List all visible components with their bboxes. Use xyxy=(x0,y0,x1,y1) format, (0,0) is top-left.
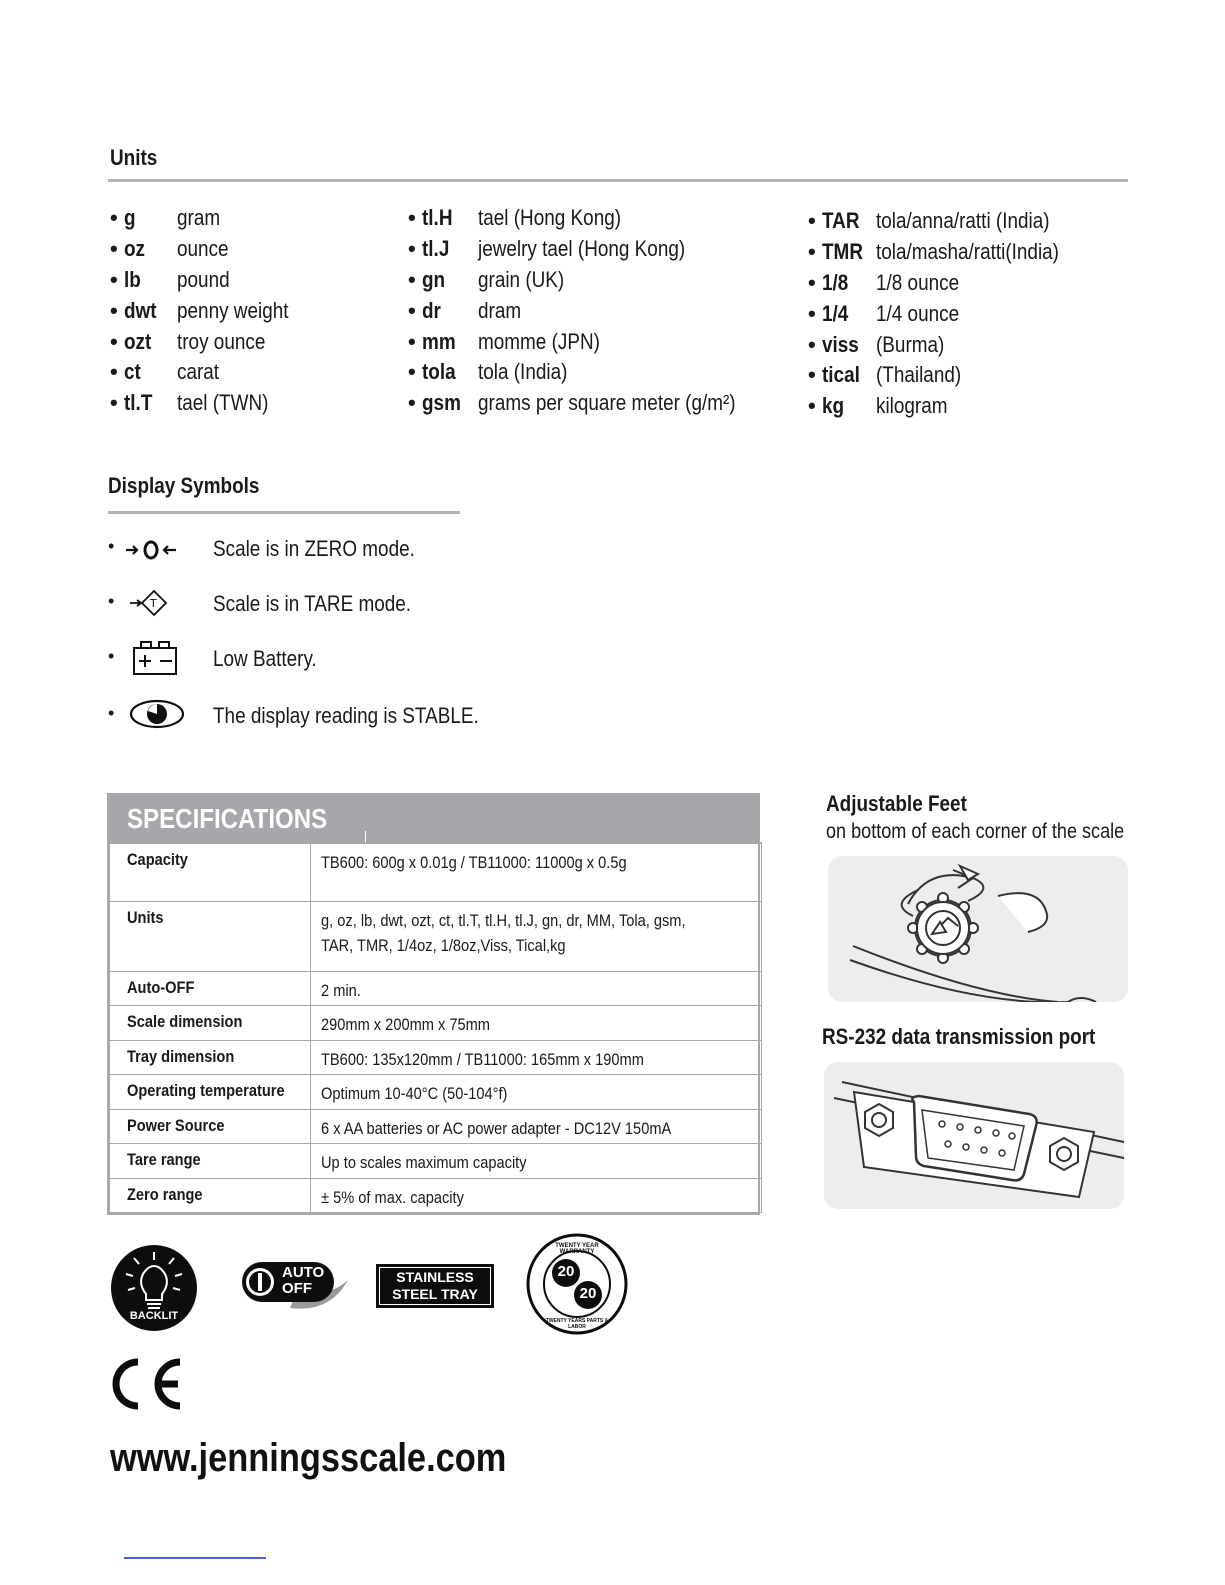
unit-item xyxy=(808,299,960,329)
table-row xyxy=(110,1178,762,1212)
unit-description: grain (UK) xyxy=(478,267,565,292)
unit-item xyxy=(408,296,522,326)
bullet: • xyxy=(808,332,822,357)
adjustable-feet-illustration xyxy=(828,856,1128,1002)
units-divider xyxy=(108,179,1128,182)
spec-value: TB600: 135x120mm / TB11000: 165mm x 190mm xyxy=(311,1040,762,1074)
spec-value: 6 x AA batteries or AC power adapter - DC12V 150mA xyxy=(311,1109,762,1143)
specifications-table xyxy=(107,793,760,1215)
unit-description: penny weight xyxy=(177,298,289,323)
auto-off-badge xyxy=(240,1258,352,1318)
symbol-text: Scale is in TARE mode. xyxy=(213,591,412,616)
unit-abbreviation: gn xyxy=(421,267,445,292)
unit-item xyxy=(808,237,1059,267)
bullet: • xyxy=(110,205,124,230)
bullet: • xyxy=(408,267,422,292)
backlit-label: BACKLIT xyxy=(129,1310,179,1322)
unit-abbreviation: oz xyxy=(123,236,145,261)
unit-abbreviation: ct xyxy=(123,359,141,384)
unit-description: 1/4 ounce xyxy=(876,301,960,326)
units-title: Units xyxy=(110,145,158,170)
bullet: • xyxy=(108,591,115,611)
footer-link-underline xyxy=(124,1557,266,1559)
unit-description: tola/masha/ratti(India) xyxy=(876,239,1059,264)
website-url: www.jenningsscale.com xyxy=(110,1436,507,1480)
warranty-number-bottom: 20 xyxy=(579,1285,597,1302)
spec-label: Zero range xyxy=(110,1178,311,1212)
stainless-line1: STAINLESS xyxy=(396,1269,474,1285)
spec-label: Scale dimension xyxy=(110,1005,311,1040)
spec-value: TB600: 600g x 0.01g / TB11000: 11000g x 0.5g xyxy=(311,843,762,901)
warranty-seal xyxy=(526,1233,628,1335)
unit-item xyxy=(408,234,686,264)
unit-abbreviation: TAR xyxy=(821,208,860,233)
bullet: • xyxy=(808,301,822,326)
spec-value: 2 min. xyxy=(311,971,762,1005)
unit-abbreviation: tola xyxy=(421,359,456,384)
bullet: • xyxy=(408,359,422,384)
unit-item xyxy=(110,296,289,326)
bullet: • xyxy=(408,205,422,230)
display-symbols-title: Display Symbols xyxy=(108,473,260,498)
unit-description: tola (India) xyxy=(478,359,568,384)
unit-item xyxy=(408,388,736,418)
unit-item xyxy=(110,357,220,387)
spec-value: 290mm x 200mm x 75mm xyxy=(311,1005,762,1040)
specifications-title: SPECIFICATIONS xyxy=(127,803,328,834)
bullet: • xyxy=(808,270,822,295)
table-row xyxy=(110,971,762,1005)
specifications-header xyxy=(109,795,758,842)
adjustable-feet-subtitle: on bottom of each corner of the scale xyxy=(826,820,1125,843)
unit-description: (Thailand) xyxy=(876,362,962,387)
adjustable-feet-title: Adjustable Feet xyxy=(826,791,967,816)
spec-label: Tare range xyxy=(110,1143,311,1178)
bullet: • xyxy=(110,267,124,292)
symbol-text: The display reading is STABLE. xyxy=(213,703,479,728)
spec-label: Units xyxy=(110,901,311,971)
bullet: • xyxy=(408,298,422,323)
spec-value: ± 5% of max. capacity xyxy=(311,1178,762,1212)
ce-mark-icon xyxy=(108,1356,188,1412)
bullet: • xyxy=(110,298,124,323)
warranty-bottom-text: TWENTY YEARS PARTS & LABOR xyxy=(545,1318,609,1330)
unit-item xyxy=(808,206,1050,236)
spec-label: Operating temperature xyxy=(110,1074,311,1109)
unit-abbreviation: gsm xyxy=(421,390,461,415)
bullet: • xyxy=(408,390,422,415)
unit-description: dram xyxy=(478,298,522,323)
adjustable-foot-icon xyxy=(828,856,1128,1002)
bullet: • xyxy=(808,393,822,418)
unit-abbreviation: mm xyxy=(421,329,456,354)
bullet: • xyxy=(408,236,422,261)
header-divider xyxy=(365,831,366,842)
unit-abbreviation: kg xyxy=(821,393,844,418)
unit-description: gram xyxy=(177,205,221,230)
bullet: • xyxy=(110,359,124,384)
unit-description: ounce xyxy=(177,236,229,261)
unit-description: kilogram xyxy=(876,393,948,418)
bullet: • xyxy=(408,329,422,354)
table-row xyxy=(110,901,762,971)
warranty-number-top: 20 xyxy=(557,1263,575,1280)
unit-description: (Burma) xyxy=(876,332,945,357)
symbol-text: Scale is in ZERO mode. xyxy=(213,536,415,561)
spec-label: Power Source xyxy=(110,1109,311,1143)
spec-label: Auto-OFF xyxy=(110,971,311,1005)
unit-description: momme (JPN) xyxy=(478,329,600,354)
bullet: • xyxy=(110,329,124,354)
unit-description: grams per square meter (g/m²) xyxy=(478,390,736,415)
backlit-badge xyxy=(110,1244,198,1332)
bullet: • xyxy=(108,646,115,666)
bullet: • xyxy=(108,536,115,556)
bullet: • xyxy=(808,208,822,233)
unit-item xyxy=(808,330,945,360)
bullet: • xyxy=(108,703,115,723)
unit-description: tael (Hong Kong) xyxy=(478,205,622,230)
table-row xyxy=(110,1005,762,1040)
unit-item xyxy=(808,268,960,298)
stable-icon xyxy=(124,697,184,737)
unit-item xyxy=(408,203,622,233)
rs232-illustration xyxy=(824,1062,1124,1209)
unit-description: tael (TWN) xyxy=(177,390,269,415)
unit-item xyxy=(808,360,962,390)
unit-abbreviation: dr xyxy=(421,298,441,323)
spec-value: g, oz, lb, dwt, ozt, ct, tl.T, tl.H, tl.J, gn, dr, MM, Tola, gsm, TAR, TMR, 1/4oz, 1/8oz,Viss, Tical,kg xyxy=(311,901,762,971)
stainless-steel-badge xyxy=(376,1264,494,1308)
unit-item xyxy=(110,327,266,357)
rs232-title: RS-232 data transmission port xyxy=(822,1024,1096,1049)
zero-mode-icon xyxy=(124,530,184,570)
unit-abbreviation: lb xyxy=(123,267,141,292)
unit-description: tola/anna/ratti (India) xyxy=(876,208,1050,233)
unit-item xyxy=(110,265,230,295)
display-symbols-divider xyxy=(108,511,460,514)
unit-item xyxy=(110,234,229,264)
rs232-port-icon xyxy=(824,1062,1124,1209)
unit-abbreviation: ozt xyxy=(123,329,152,354)
table-row xyxy=(110,843,762,901)
unit-abbreviation: tl.H xyxy=(421,205,453,230)
table-row xyxy=(110,1143,762,1178)
unit-description: 1/8 ounce xyxy=(876,270,960,295)
bullet: • xyxy=(808,239,822,264)
spec-value: Up to scales maximum capacity xyxy=(311,1143,762,1178)
spec-label: Capacity xyxy=(110,843,311,901)
unit-item xyxy=(408,357,568,387)
unit-abbreviation: 1/4 xyxy=(821,301,849,326)
battery-icon xyxy=(124,640,184,680)
svg-text:T: T xyxy=(150,597,157,610)
table-row xyxy=(110,1074,762,1109)
spec-value: Optimum 10-40°C (50-104°f) xyxy=(311,1074,762,1109)
unit-abbreviation: g xyxy=(123,205,136,230)
auto-off-line2: OFF xyxy=(282,1280,312,1297)
ce-mark xyxy=(108,1356,188,1412)
table-row xyxy=(110,1040,762,1074)
bullet: • xyxy=(110,236,124,261)
warranty-top-text: TWENTY YEAR WARRANTY xyxy=(555,1243,599,1255)
unit-abbreviation: viss xyxy=(821,332,859,357)
spec-label: Tray dimension xyxy=(110,1040,311,1074)
unit-description: troy ounce xyxy=(177,329,266,354)
stainless-line2: STEEL TRAY xyxy=(392,1286,478,1302)
unit-abbreviation: dwt xyxy=(123,298,157,323)
unit-item xyxy=(808,391,948,421)
auto-off-line1: AUTO xyxy=(282,1264,325,1281)
bullet: • xyxy=(808,362,822,387)
unit-description: jewelry tael (Hong Kong) xyxy=(478,236,686,261)
unit-abbreviation: tl.J xyxy=(421,236,450,261)
symbol-text: Low Battery. xyxy=(213,646,317,671)
unit-description: carat xyxy=(177,359,220,384)
unit-abbreviation: tical xyxy=(821,362,860,387)
unit-item xyxy=(110,203,221,233)
unit-item xyxy=(110,388,269,418)
tare-mode-icon xyxy=(124,585,184,625)
unit-abbreviation: 1/8 xyxy=(821,270,849,295)
unit-abbreviation: tl.T xyxy=(123,390,153,415)
table-row xyxy=(110,1109,762,1143)
unit-item xyxy=(408,327,600,357)
unit-description: pound xyxy=(177,267,230,292)
unit-abbreviation: TMR xyxy=(821,239,863,264)
bullet: • xyxy=(110,390,124,415)
unit-item xyxy=(408,265,565,295)
